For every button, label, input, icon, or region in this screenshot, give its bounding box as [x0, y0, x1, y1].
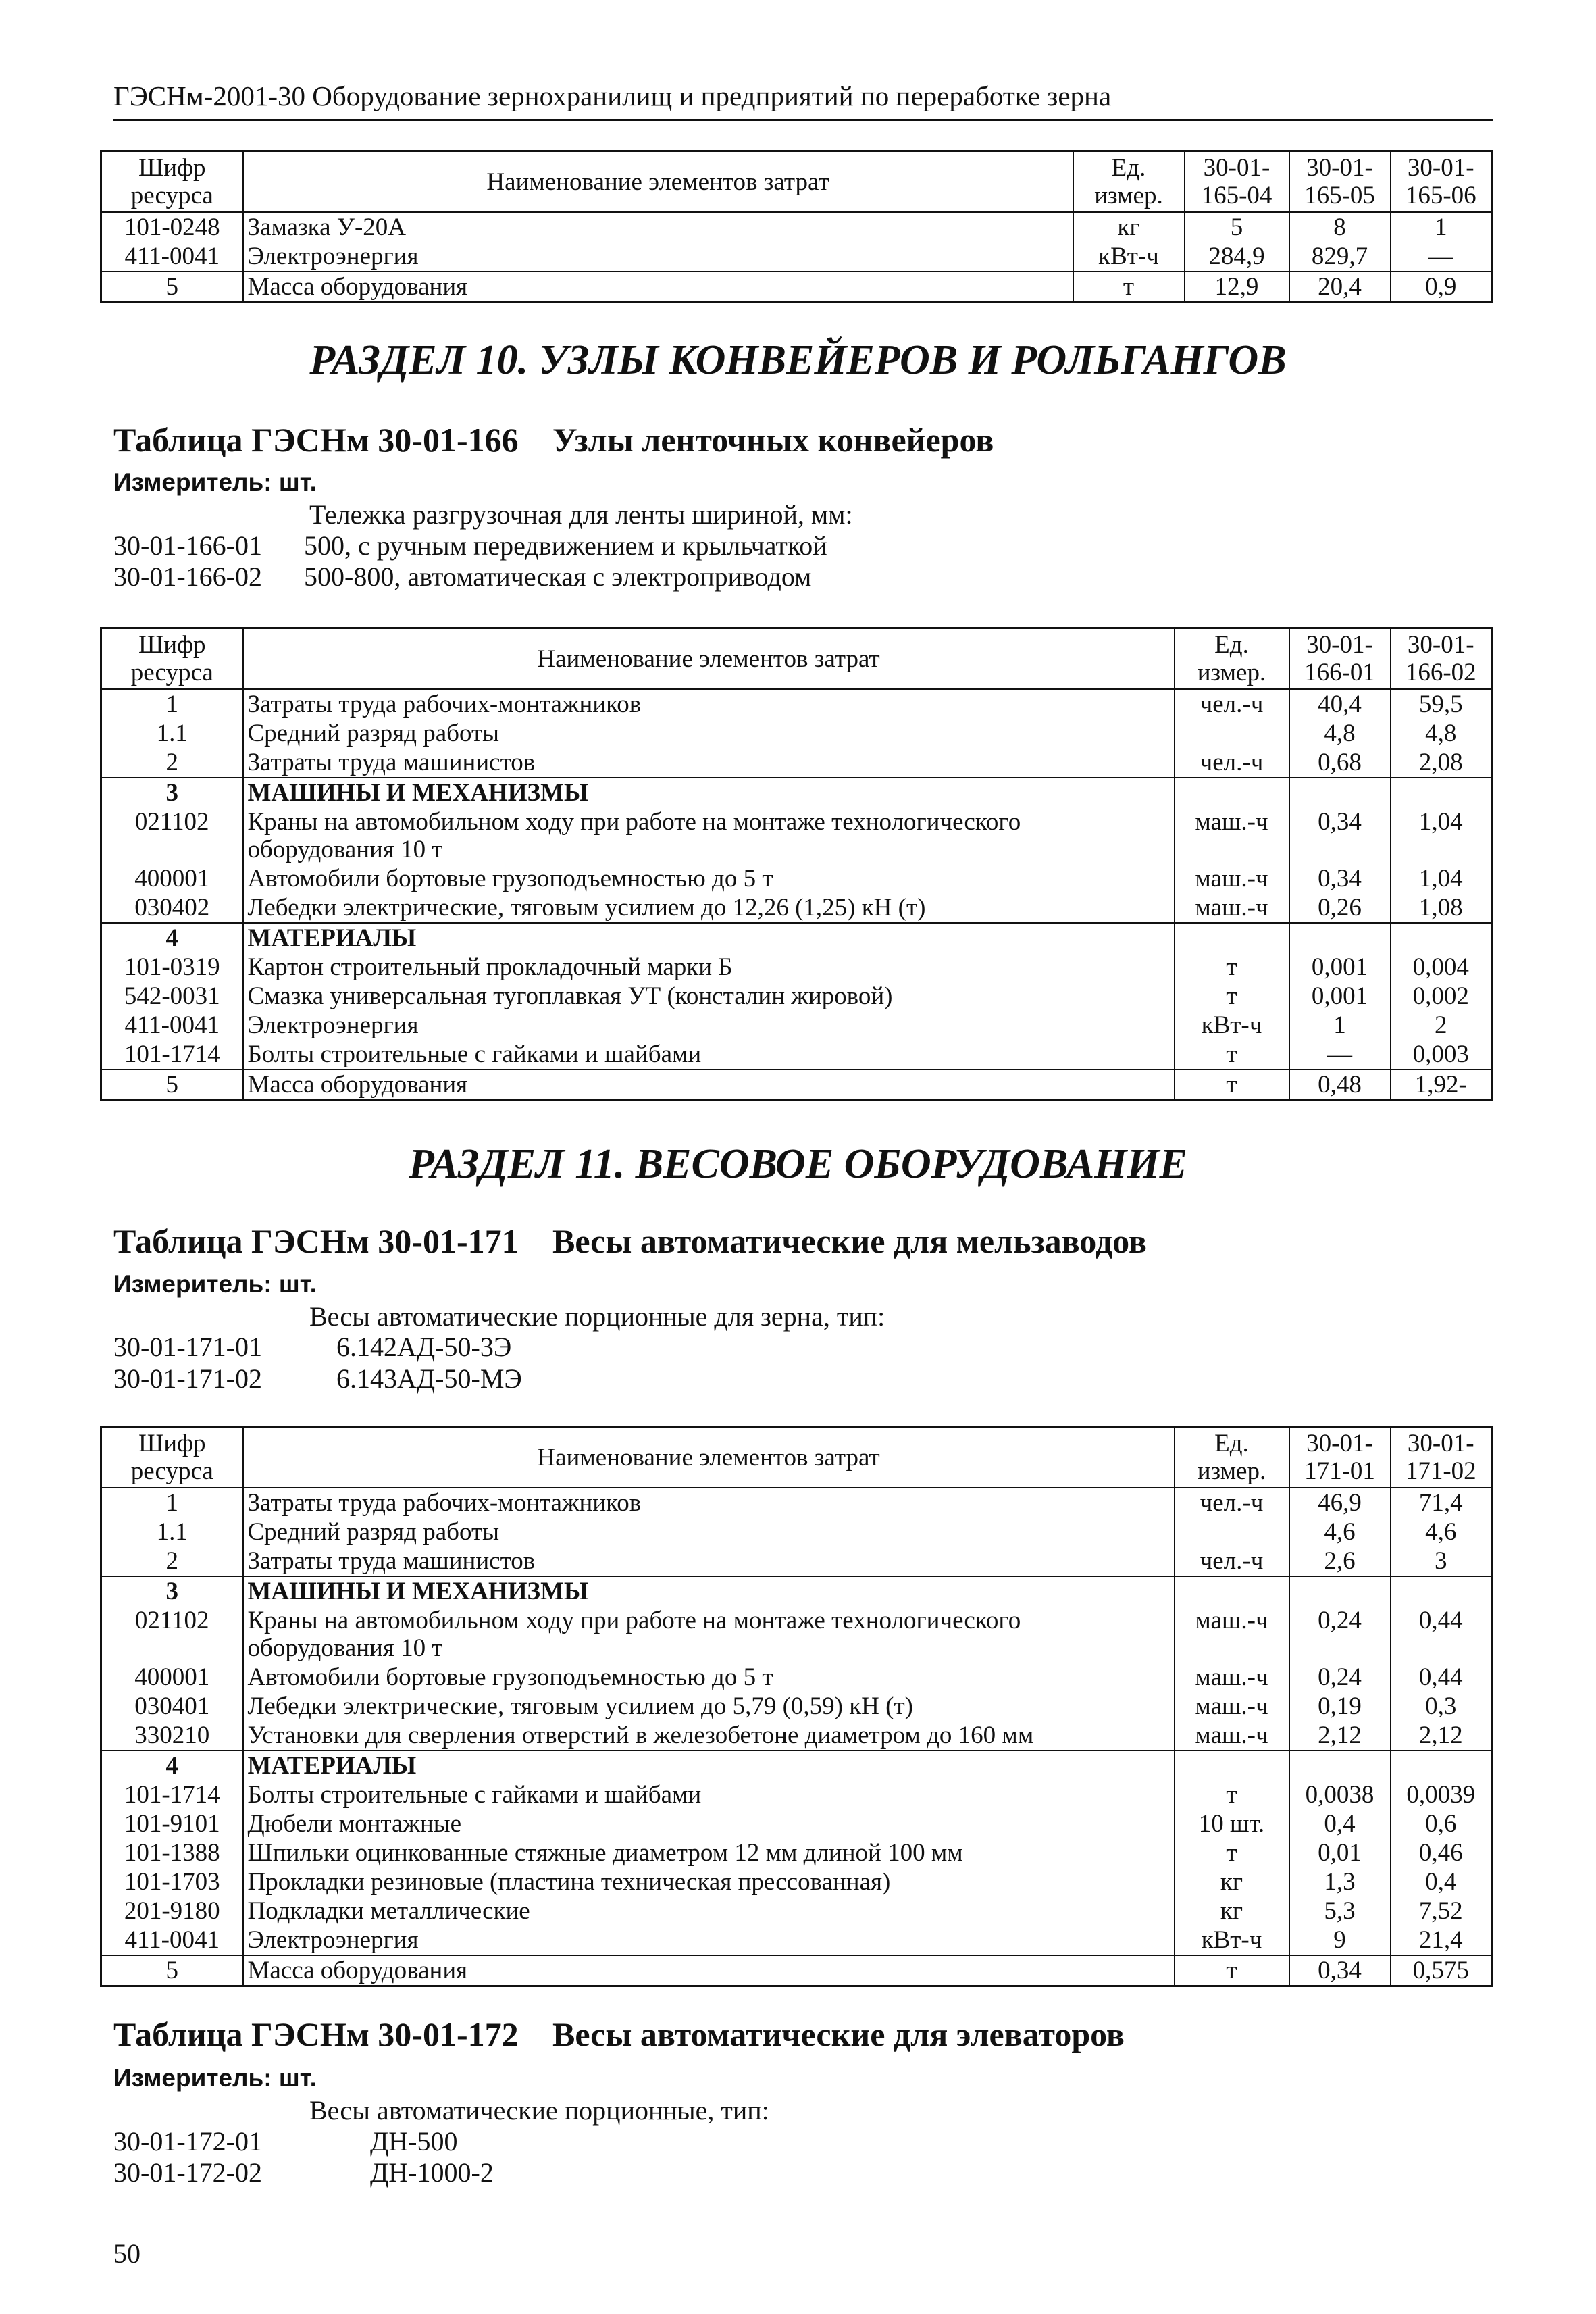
table-row — [101, 1011, 1492, 1040]
cell-name: Прокладки резиновые (пластина техническая прессованная) — [243, 1867, 1175, 1896]
cell-value: 0,575 — [1391, 1955, 1492, 1986]
table-row — [101, 923, 1492, 953]
table-row — [101, 1488, 1492, 1517]
cell-value: 1,04 — [1391, 864, 1492, 893]
table-row — [101, 1751, 1492, 1780]
table-172-intro: Весы автоматические порционные, тип: — [309, 2095, 769, 2126]
cell-unit — [1175, 1517, 1289, 1546]
cell-name: Электроэнергия — [243, 1011, 1175, 1040]
cell-code: 411-0041 — [101, 242, 243, 272]
table-row — [101, 272, 1492, 303]
cell-unit: т — [1175, 953, 1289, 982]
cell-unit: 10 шт. — [1175, 1809, 1289, 1838]
cell-name: Болты строительные с гайками и шайбами — [243, 1040, 1175, 1070]
table-row — [101, 1517, 1492, 1546]
header-unit: Ед. измер. — [1175, 1427, 1289, 1488]
cell-value: 1,04 — [1391, 807, 1492, 864]
cell-value: 1 — [1289, 1011, 1391, 1040]
cell-value: 0,01 — [1289, 1838, 1391, 1867]
cell-value: 59,5 — [1391, 689, 1492, 719]
header-name: Наименование элементов затрат — [243, 628, 1175, 690]
cell-code: 1 — [101, 689, 243, 719]
cell-name: Масса оборудования — [243, 1070, 1175, 1101]
table-row — [101, 689, 1492, 719]
cell-value: 0,68 — [1289, 748, 1391, 778]
cell-value: 46,9 — [1289, 1488, 1391, 1517]
cell-unit: кВт-ч — [1073, 242, 1185, 272]
header-norm-code: 30-01-165-04 — [1185, 151, 1289, 213]
cell-unit: чел.-ч — [1175, 689, 1289, 719]
header-norm-code: 30-01-171-01 — [1289, 1427, 1391, 1488]
cell-value: 2,12 — [1391, 1721, 1492, 1751]
cell-unit: т — [1073, 272, 1185, 303]
cell-value: 0,003 — [1391, 1040, 1492, 1070]
cell-unit: маш.-ч — [1175, 864, 1289, 893]
item-text: ДН-1000-2 — [370, 2157, 494, 2188]
running-header: ГЭСНм-2001-30 Оборудование зернохранилищ и предприятий по переработке зерна — [113, 80, 1493, 121]
table-166-item — [113, 561, 811, 593]
cell-code: 400001 — [101, 1663, 243, 1692]
item-text: 500-800, автоматическая с электроприводом — [304, 561, 812, 592]
cell-value: — — [1289, 1040, 1391, 1070]
cell-value: 0,0039 — [1391, 1780, 1492, 1809]
cell-value: 0,001 — [1289, 953, 1391, 982]
cell-name: Затраты труда рабочих-монтажников — [243, 689, 1175, 719]
table-171-number: Таблица ГЭСНм 30-01-171 — [113, 1222, 519, 1260]
cell-value: 0,0038 — [1289, 1780, 1391, 1809]
cell-unit: т — [1175, 1780, 1289, 1809]
cell-code: 101-1703 — [101, 1867, 243, 1896]
table-171-meter: Измеритель: шт. — [113, 1270, 317, 1298]
cell-name: Шпильки оцинкованные стяжные диаметром 12 мм длиной 100 мм — [243, 1838, 1175, 1867]
cell-name: Средний разряд работы — [243, 1517, 1175, 1546]
cell-unit: кВт-ч — [1175, 1926, 1289, 1955]
cell-unit — [1175, 719, 1289, 748]
cell-code: 5 — [101, 272, 243, 303]
cell-value: 0,002 — [1391, 982, 1492, 1011]
cell-name: Дюбели монтажные — [243, 1809, 1175, 1838]
cell-value: 20,4 — [1289, 272, 1391, 303]
cell-value: 1,3 — [1289, 1867, 1391, 1896]
table-row — [101, 778, 1492, 807]
header-name: Наименование элементов затрат — [243, 1427, 1175, 1488]
table-row — [101, 748, 1492, 778]
cell-value — [1391, 778, 1492, 807]
cell-code: 2 — [101, 748, 243, 778]
cell-name: МАТЕРИАЛЫ — [243, 1751, 1175, 1780]
cell-value: 829,7 — [1289, 242, 1391, 272]
cell-code: 030402 — [101, 893, 243, 923]
cell-value — [1391, 923, 1492, 953]
table-row — [101, 242, 1492, 272]
cell-code: 3 — [101, 778, 243, 807]
cell-name: МАШИНЫ И МЕХАНИЗМЫ — [243, 1576, 1175, 1606]
resource-table-165 — [100, 150, 1493, 303]
header-name: Наименование элементов затрат — [243, 151, 1073, 213]
cell-code: 4 — [101, 1751, 243, 1780]
cell-name: Средний разряд работы — [243, 719, 1175, 748]
cell-code: 330210 — [101, 1721, 243, 1751]
cell-value: 2,08 — [1391, 748, 1492, 778]
cell-value — [1289, 1576, 1391, 1606]
table-row — [101, 1780, 1492, 1809]
item-code: 30-01-171-02 — [113, 1363, 262, 1394]
cell-value: 0,3 — [1391, 1692, 1492, 1721]
cell-name: Автомобили бортовые грузоподъемностью до 5 т — [243, 1663, 1175, 1692]
item-code: 30-01-166-01 — [113, 530, 262, 561]
cell-value: 0,24 — [1289, 1606, 1391, 1663]
cell-name: Краны на автомобильном ходу при работе на монтаже технологического оборудования 10 т — [243, 1606, 1175, 1663]
table-row — [101, 807, 1492, 864]
cell-value: 71,4 — [1391, 1488, 1492, 1517]
cell-value: 0,44 — [1391, 1606, 1492, 1663]
cell-name: Замазка У-20А — [243, 212, 1073, 242]
cell-unit: маш.-ч — [1175, 1663, 1289, 1692]
cell-code: 411-0041 — [101, 1011, 243, 1040]
cell-code: 021102 — [101, 807, 243, 864]
cell-code: 101-0319 — [101, 953, 243, 982]
cell-name: Установки для сверления отверстий в железобетоне диаметром до 160 мм — [243, 1721, 1175, 1751]
cell-unit — [1175, 778, 1289, 807]
table-row — [101, 1606, 1492, 1663]
cell-name: Картон строительный прокладочный марки Б — [243, 953, 1175, 982]
header-code: Шифр ресурса — [101, 628, 243, 690]
header-code: Шифр ресурса — [101, 151, 243, 213]
item-text: 500, с ручным передвижением и крыльчаткой — [304, 530, 827, 561]
cell-value: 4,8 — [1391, 719, 1492, 748]
table-row — [101, 1926, 1492, 1955]
table-172-name: Весы автоматические для элеваторов — [552, 2015, 1125, 2053]
cell-value: 21,4 — [1391, 1926, 1492, 1955]
table-166-title — [113, 420, 994, 459]
item-text: 6.143АД-50-МЭ — [336, 1363, 522, 1394]
cell-value: 5 — [1185, 212, 1289, 242]
cell-value: 4,6 — [1289, 1517, 1391, 1546]
cell-value: 0,44 — [1391, 1663, 1492, 1692]
table-row — [101, 719, 1492, 748]
header-norm-code: 30-01-166-02 — [1391, 628, 1492, 690]
cell-unit: маш.-ч — [1175, 1721, 1289, 1751]
cell-code: 400001 — [101, 864, 243, 893]
cell-value: 1 — [1391, 212, 1492, 242]
resource-table-166 — [100, 627, 1493, 1101]
cell-code: 101-0248 — [101, 212, 243, 242]
cell-name: Масса оборудования — [243, 1955, 1175, 1986]
cell-unit: т — [1175, 1838, 1289, 1867]
cell-value: 1,08 — [1391, 893, 1492, 923]
cell-unit: маш.-ч — [1175, 1692, 1289, 1721]
cell-unit: т — [1175, 1070, 1289, 1101]
table-row — [101, 953, 1492, 982]
cell-value: 5,3 — [1289, 1896, 1391, 1926]
cell-value: 284,9 — [1185, 242, 1289, 272]
header-norm-code: 30-01-165-06 — [1391, 151, 1492, 213]
cell-value: 3 — [1391, 1546, 1492, 1576]
cell-value: 4,8 — [1289, 719, 1391, 748]
cell-code: 101-9101 — [101, 1809, 243, 1838]
cell-code: 101-1714 — [101, 1040, 243, 1070]
cell-value — [1391, 1751, 1492, 1780]
header-unit: Ед. измер. — [1073, 151, 1185, 213]
cell-code: 2 — [101, 1546, 243, 1576]
table-row — [101, 1955, 1492, 1986]
table-166-meter: Измеритель: шт. — [113, 468, 317, 496]
cell-name: Подкладки металлические — [243, 1896, 1175, 1926]
table-row — [101, 1867, 1492, 1896]
cell-name: Лебедки электрические, тяговым усилием до 5,79 (0,59) кН (т) — [243, 1692, 1175, 1721]
cell-value — [1391, 1576, 1492, 1606]
cell-unit: кВт-ч — [1175, 1011, 1289, 1040]
header-norm-code: 30-01-166-01 — [1289, 628, 1391, 690]
cell-unit: маш.-ч — [1175, 1606, 1289, 1663]
table-row — [101, 1692, 1492, 1721]
cell-code: 5 — [101, 1070, 243, 1101]
cell-value: — — [1391, 242, 1492, 272]
item-code: 30-01-171-01 — [113, 1332, 262, 1362]
cell-unit: т — [1175, 1955, 1289, 1986]
table-171-intro: Весы автоматические порционные для зерна, тип: — [309, 1301, 885, 1332]
item-text: 6.142АД-50-3Э — [336, 1332, 512, 1362]
header-norm-code: 30-01-171-02 — [1391, 1427, 1492, 1488]
cell-name: Краны на автомобильном ходу при работе на монтаже технологического оборудования 10 т — [243, 807, 1175, 864]
cell-value: 7,52 — [1391, 1896, 1492, 1926]
cell-value: 2,12 — [1289, 1721, 1391, 1751]
table-row — [101, 864, 1492, 893]
cell-name: Затраты труда машинистов — [243, 748, 1175, 778]
cell-name: Лебедки электрические, тяговым усилием до 12,26 (1,25) кН (т) — [243, 893, 1175, 923]
table-166-item — [113, 530, 827, 561]
cell-value: 0,9 — [1391, 272, 1492, 303]
cell-unit: чел.-ч — [1175, 1488, 1289, 1517]
cell-value: 0,24 — [1289, 1663, 1391, 1692]
table-row — [101, 1721, 1492, 1751]
resource-table-171 — [100, 1426, 1493, 1987]
cell-value: 0,6 — [1391, 1809, 1492, 1838]
table-row — [101, 1663, 1492, 1692]
cell-value: 0,34 — [1289, 1955, 1391, 1986]
cell-code: 1.1 — [101, 1517, 243, 1546]
table-row — [101, 1576, 1492, 1606]
table-172-number: Таблица ГЭСНм 30-01-172 — [113, 2015, 519, 2053]
cell-code: 101-1714 — [101, 1780, 243, 1809]
table-row — [101, 1040, 1492, 1070]
section-10-title: РАЗДЕЛ 10. УЗЛЫ КОНВЕЙЕРОВ И РОЛЬГАНГОВ — [309, 337, 1287, 383]
cell-name: Болты строительные с гайками и шайбами — [243, 1780, 1175, 1809]
cell-name: Автомобили бортовые грузоподъемностью до 5 т — [243, 864, 1175, 893]
cell-code: 4 — [101, 923, 243, 953]
table-row — [101, 1070, 1492, 1101]
item-code: 30-01-166-02 — [113, 561, 262, 592]
cell-name: МАТЕРИАЛЫ — [243, 923, 1175, 953]
table-row — [101, 1838, 1492, 1867]
cell-unit: чел.-ч — [1175, 748, 1289, 778]
cell-name: Масса оборудования — [243, 272, 1073, 303]
cell-value: 0,26 — [1289, 893, 1391, 923]
table-172-title — [113, 2015, 1125, 2054]
table-row — [101, 212, 1492, 242]
cell-value: 9 — [1289, 1926, 1391, 1955]
cell-unit: маш.-ч — [1175, 893, 1289, 923]
cell-value — [1289, 923, 1391, 953]
page-number: 50 — [113, 2238, 140, 2269]
table-row — [101, 893, 1492, 923]
table-166-name: Узлы ленточных конвейеров — [552, 421, 994, 459]
section-11-title: РАЗДЕЛ 11. ВЕСОВОЕ ОБОРУДОВАНИЕ — [408, 1141, 1188, 1187]
cell-unit: кг — [1175, 1896, 1289, 1926]
cell-value: 12,9 — [1185, 272, 1289, 303]
cell-code: 201-9180 — [101, 1896, 243, 1926]
cell-value: 2 — [1391, 1011, 1492, 1040]
cell-value: 0,4 — [1391, 1867, 1492, 1896]
table-row — [101, 982, 1492, 1011]
cell-code: 1.1 — [101, 719, 243, 748]
table-172-item — [113, 2126, 458, 2157]
cell-value: 1,92- — [1391, 1070, 1492, 1101]
cell-unit — [1175, 1751, 1289, 1780]
table-166-number: Таблица ГЭСНм 30-01-166 — [113, 421, 519, 459]
cell-code: 1 — [101, 1488, 243, 1517]
cell-unit: т — [1175, 982, 1289, 1011]
table-171-item — [113, 1363, 522, 1394]
table-row — [101, 1809, 1492, 1838]
header-code: Шифр ресурса — [101, 1427, 243, 1488]
cell-value — [1289, 778, 1391, 807]
table-171-name: Весы автоматические для мельзаводов — [552, 1222, 1147, 1260]
header-unit: Ед. измер. — [1175, 628, 1289, 690]
table-row — [101, 1546, 1492, 1576]
table-166-intro: Тележка разгрузочная для ленты шириной, мм: — [309, 499, 853, 530]
cell-value: 40,4 — [1289, 689, 1391, 719]
cell-unit: кг — [1073, 212, 1185, 242]
cell-value: 8 — [1289, 212, 1391, 242]
cell-value: 0,34 — [1289, 807, 1391, 864]
cell-value: 2,6 — [1289, 1546, 1391, 1576]
cell-code: 101-1388 — [101, 1838, 243, 1867]
cell-name: Электроэнергия — [243, 1926, 1175, 1955]
cell-unit — [1175, 923, 1289, 953]
header-norm-code: 30-01-165-05 — [1289, 151, 1391, 213]
table-row — [101, 1896, 1492, 1926]
table-172-meter: Измеритель: шт. — [113, 2064, 317, 2092]
cell-code: 411-0041 — [101, 1926, 243, 1955]
cell-value — [1289, 1751, 1391, 1780]
cell-name: Смазка универсальная тугоплавкая УТ (консталин жировой) — [243, 982, 1175, 1011]
item-code: 30-01-172-02 — [113, 2157, 262, 2188]
cell-code: 5 — [101, 1955, 243, 1986]
cell-code: 3 — [101, 1576, 243, 1606]
cell-value: 0,34 — [1289, 864, 1391, 893]
cell-value: 0,4 — [1289, 1809, 1391, 1838]
cell-value: 0,48 — [1289, 1070, 1391, 1101]
cell-unit: маш.-ч — [1175, 807, 1289, 864]
cell-unit: кг — [1175, 1867, 1289, 1896]
cell-name: Электроэнергия — [243, 242, 1073, 272]
cell-name: МАШИНЫ И МЕХАНИЗМЫ — [243, 778, 1175, 807]
table-172-item — [113, 2157, 494, 2188]
table-171-title — [113, 1222, 1147, 1261]
cell-unit — [1175, 1576, 1289, 1606]
cell-unit: чел.-ч — [1175, 1546, 1289, 1576]
item-text: ДН-500 — [370, 2126, 458, 2157]
cell-code: 021102 — [101, 1606, 243, 1663]
cell-value: 4,6 — [1391, 1517, 1492, 1546]
cell-name: Затраты труда рабочих-монтажников — [243, 1488, 1175, 1517]
cell-value: 0,19 — [1289, 1692, 1391, 1721]
cell-value: 0,001 — [1289, 982, 1391, 1011]
cell-value: 0,46 — [1391, 1838, 1492, 1867]
item-code: 30-01-172-01 — [113, 2126, 262, 2157]
cell-value: 0,004 — [1391, 953, 1492, 982]
cell-code: 542-0031 — [101, 982, 243, 1011]
cell-unit: т — [1175, 1040, 1289, 1070]
cell-code: 030401 — [101, 1692, 243, 1721]
table-171-item — [113, 1331, 511, 1363]
cell-name: Затраты труда машинистов — [243, 1546, 1175, 1576]
